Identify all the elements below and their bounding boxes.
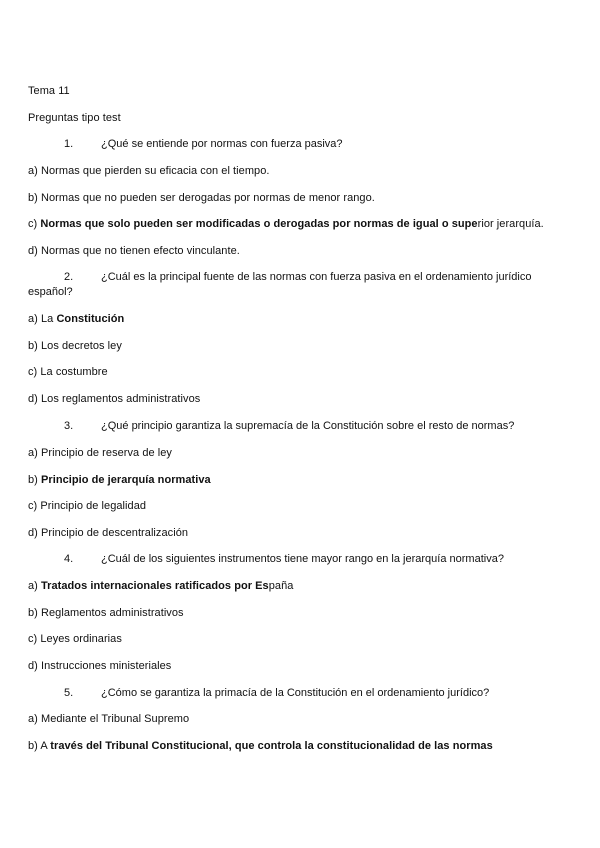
- option-d: d) Instrucciones ministeriales: [28, 660, 172, 672]
- option-d: d) Principio de descentralización: [28, 527, 189, 539]
- option-c-correct: c) Normas que solo pueden ser modificadas o derogadas por normas de igual o superior jerarquía.: [28, 218, 544, 230]
- question-text: ¿Cuál es la principal fuente de las normas con fuerza pasiva en el ordenamiento jurídico: [101, 271, 532, 283]
- question-text-continued: español?: [28, 286, 73, 298]
- option-b: b) Normas que no pueden ser derogadas por normas de menor rango.: [28, 192, 375, 204]
- option-a-correct: a) La Constitución: [28, 313, 125, 325]
- document-title: Tema 11: [28, 85, 70, 97]
- option-a: a) Normas que pierden su eficacia con el tiempo.: [28, 165, 270, 177]
- option-d: d) Normas que no tienen efecto vinculante.: [28, 245, 240, 257]
- question-number: 2.: [64, 271, 74, 283]
- question-text: ¿Qué principio garantiza la supremacía de la Constitución sobre el resto de normas?: [101, 420, 515, 432]
- option-c: c) Leyes ordinarias: [28, 633, 122, 645]
- option-b: b) Reglamentos administrativos: [28, 607, 184, 619]
- question-number: 4.: [64, 553, 74, 565]
- option-b: b) Los decretos ley: [28, 340, 122, 352]
- option-b-correct: b) Principio de jerarquía normativa: [28, 474, 211, 486]
- option-a: a) Mediante el Tribunal Supremo: [28, 713, 190, 725]
- question-number: 1.: [64, 138, 74, 150]
- option-d: d) Los reglamentos administrativos: [28, 393, 201, 405]
- option-c: c) La costumbre: [28, 366, 108, 378]
- option-a: a) Principio de reserva de ley: [28, 447, 172, 459]
- question-text: ¿Cuál de los siguientes instrumentos tiene mayor rango en la jerarquía normativa?: [101, 553, 504, 565]
- option-a-correct: a) Tratados internacionales ratificados por España: [28, 580, 294, 592]
- question-number: 5.: [64, 687, 74, 699]
- question-text: ¿Qué se entiende por normas con fuerza pasiva?: [101, 138, 343, 150]
- question-text: ¿Cómo se garantiza la primacía de la Constitución en el ordenamiento jurídico?: [101, 687, 490, 699]
- document-subtitle: Preguntas tipo test: [28, 112, 121, 124]
- option-c: c) Principio de legalidad: [28, 500, 147, 512]
- question-number: 3.: [64, 420, 74, 432]
- option-b-correct: b) A través del Tribunal Constitucional, que controla la constitucionalidad de las normas: [28, 740, 493, 752]
